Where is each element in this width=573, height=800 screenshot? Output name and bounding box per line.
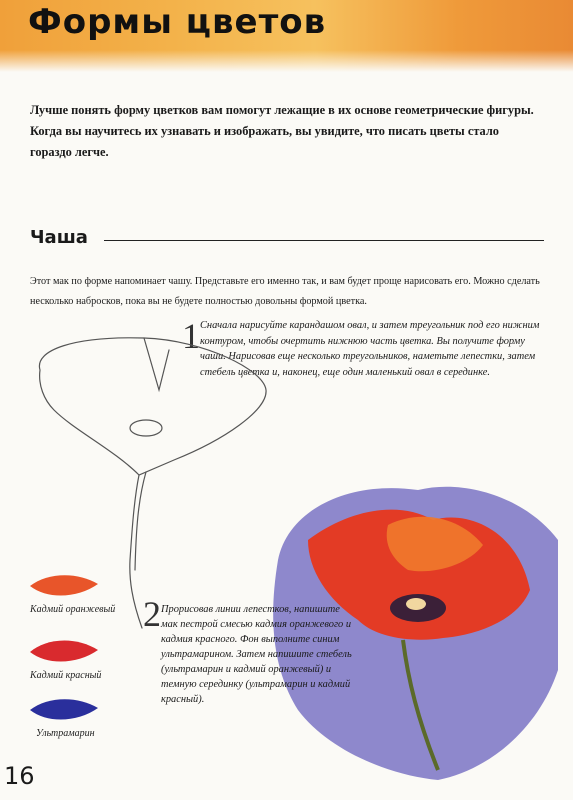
section-paragraph: Этот мак по форме напоминает чашу. Представьте его именно так, и вам будет проще нарисовать его. Можно сделать несколько набросков, пока вы не будете полностью довольны формой цветка.: [30, 276, 540, 307]
swatch-label-ultramarine: Ультрамарин: [36, 728, 95, 739]
section-title: Чаша: [30, 227, 88, 248]
step-2-text: Прорисовав линии лепестков, напишите мак пестрой смесью кадмия оранжевого и кадмия красного. Фон выполните синим ультрамарином. Затем напишите стебель (ультрамарин и кадмий оранжевый) и темную серединку (ультрамарин и кадмий красный).: [161, 604, 352, 705]
swatch-label-cadmium-orange: Кадмий оранжевый: [30, 604, 116, 615]
swatch-ultramarine: [28, 696, 100, 724]
swatch-label-cadmium-red: Кадмий красный: [30, 670, 102, 681]
step-2-number: 2: [143, 594, 161, 634]
step-1-text: Сначала нарисуйте карандашом овал, и затем треугольник под его нижним контуром, чтобы очертить нижнюю часть цветка. Вы получите форму чаши. Нарисовав еще несколько треугольников, наметьте лепестки, затем стебель цветка и, наконец, еще один маленький овал в серединке.: [200, 320, 540, 378]
step-1-number: 1: [182, 316, 200, 356]
section-divider: [104, 240, 544, 241]
swatch-cadmium-orange: [28, 572, 100, 600]
intro-paragraph: Лучше понять форму цветков вам помогут лежащие в их основе геометрические фигуры. Когда вы научитесь их узнавать и изображать, вы увидите, что писать цветы стало гораздо легче.: [30, 103, 534, 159]
swatch-cadmium-red: [28, 636, 100, 666]
page-number: 16: [4, 762, 35, 790]
page-title: Формы цветов: [28, 2, 327, 42]
